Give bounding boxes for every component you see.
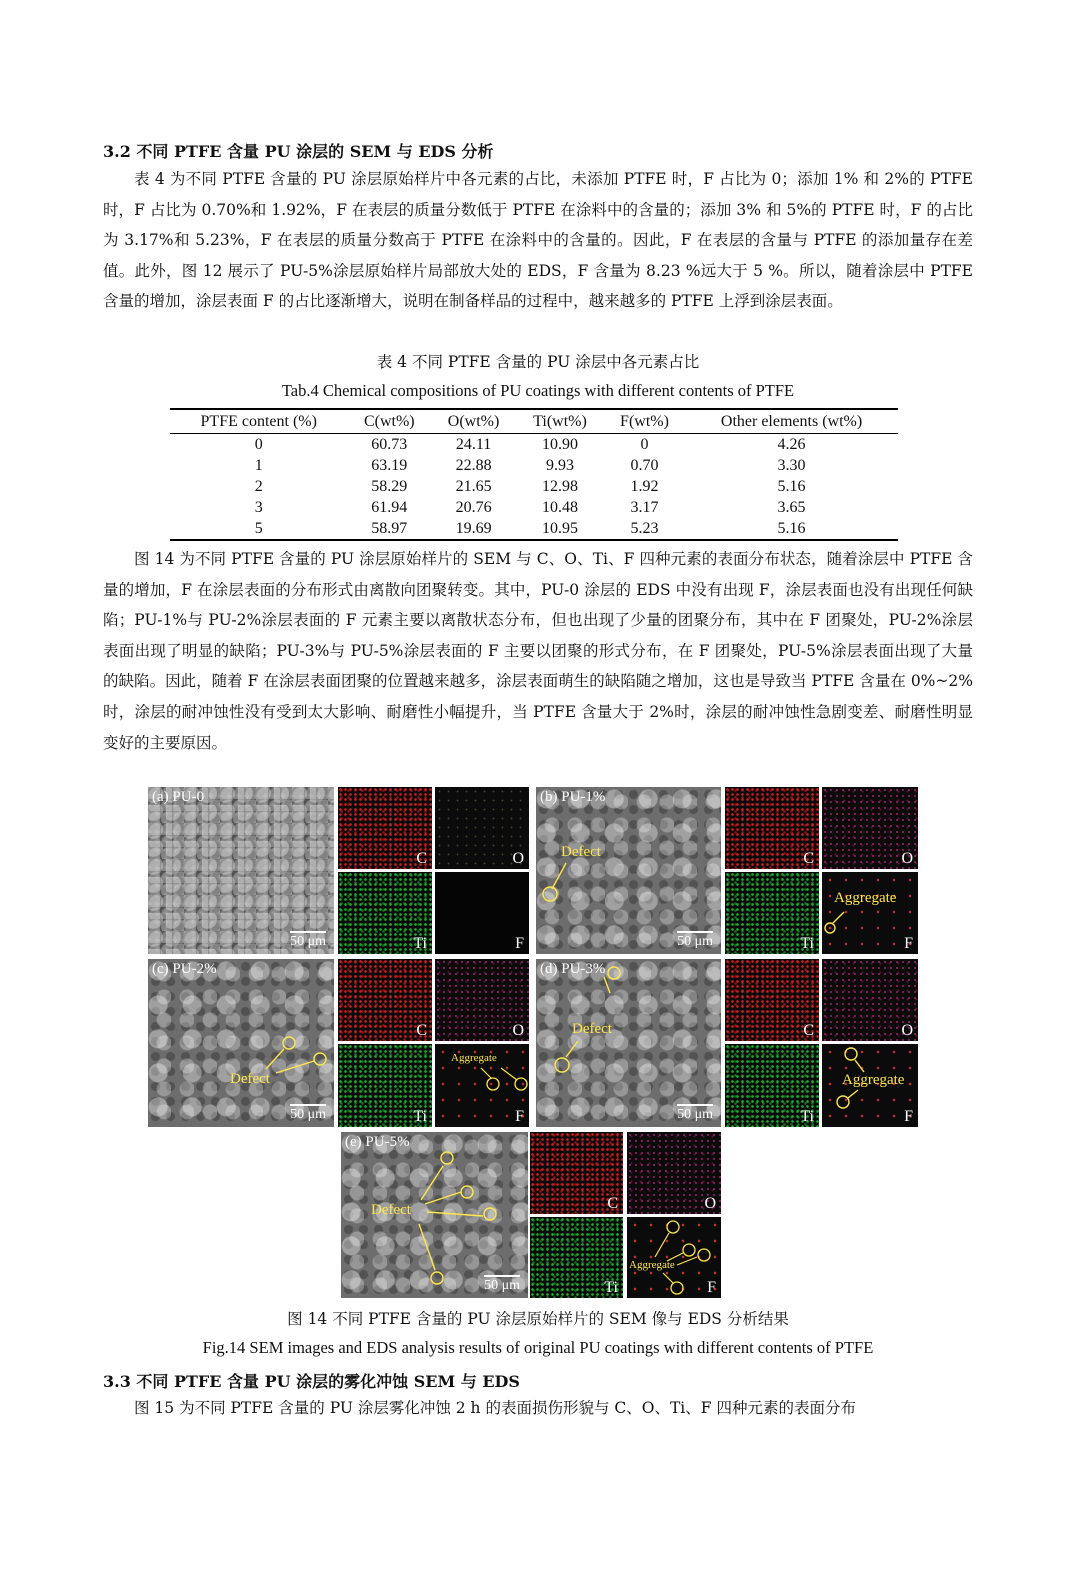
sem-image-pu-1 (536, 787, 721, 954)
panel-label-a: (a) PU-0 (152, 789, 205, 805)
eds-map-f-pu-5 (627, 1217, 721, 1298)
table-cell: 3.17 (630, 499, 659, 516)
defect-label: Defect (230, 1071, 270, 1087)
table-cell: 10.95 (516, 518, 604, 540)
table-cell: 58.29 (371, 478, 408, 495)
section-3-3-paragraph-1 (103, 1393, 973, 1424)
element-label: F (707, 1279, 716, 1296)
eds-map-o-pu-3 (822, 959, 918, 1041)
scale-bar: 50 μm (484, 1278, 520, 1293)
eds-map-c-pu-1 (725, 787, 819, 869)
element-label: C (803, 850, 814, 867)
column-header: Other elements (wt%) (685, 409, 898, 434)
column-header: O(wt%) (431, 409, 516, 434)
element-label: O (704, 1195, 716, 1212)
eds-map-o-pu-0 (435, 787, 529, 869)
element-label: Ti (800, 935, 814, 952)
table-cell: 5.16 (685, 518, 898, 540)
table-cell: 22.88 (455, 457, 492, 474)
table-cell: 20.76 (455, 499, 492, 516)
section-heading-3-3: 3.3 不同 PTFE 含量 PU 涂层的雾化冲蚀 SEM 与 EDS (103, 1372, 520, 1391)
panel-label-b: (b) PU-1% (540, 789, 606, 805)
eds-map-o-pu-2 (435, 959, 529, 1041)
annotation-overlay (148, 959, 334, 1127)
eds-map-ti-pu-5 (530, 1217, 623, 1298)
table-4 (170, 408, 898, 541)
sem-image-pu-3 (536, 959, 721, 1127)
paragraph-text: 表 4 为不同 PTFE 含量的 PU 涂层原始样片中各元素的占比，未添加 PTFE 时，F 占比为 0；添加 1% 和 2%的 PTFE 时，F 占比为 0.70%和 1.92%，F 在表层的质量分数低于 PTFE 在涂料中的含量的；添加 3% 和 5%的 PTFE 时，F 的占比为 3.17%和 5.23%，F 在表层的质量分数高于 PTFE 在涂料中的含量的。因此，F 在表层的含量与 PTFE 的添加量存在差值。此外，图 12 展示了 PU-5%涂层原始样片局部放大处的 EDS，F 含量为 8.23 %远大于 5 %。所以，随着涂层中 PTFE 含量的增加，涂层表面 F 的占比逐渐增大，说明在制备样品的过程中，越来越多的 PTFE 上浮到涂层表面。 (103, 170, 973, 311)
element-label: F (904, 935, 913, 952)
table-4-caption-cn: 表 4 不同 PTFE 含量的 PU 涂层中各元素占比 (376, 353, 700, 371)
table-row (170, 455, 898, 476)
table-cell: 12.98 (541, 478, 578, 495)
element-label: F (515, 1108, 524, 1125)
element-label: O (512, 850, 524, 867)
table-cell: 0 (640, 436, 649, 453)
table-cell: 10.90 (541, 436, 578, 453)
annotation-overlay (536, 959, 721, 1127)
annotation-overlay (536, 787, 721, 954)
column-header: PTFE content (%) (170, 409, 347, 434)
element-label: Ti (413, 935, 427, 952)
column-header: Ti(wt%) (516, 409, 604, 434)
table-cell: 10.48 (541, 499, 578, 516)
sem-image-pu-0 (148, 787, 334, 954)
paragraph-text: 图 15 为不同 PTFE 含量的 PU 涂层雾化冲蚀 2 h 的表面损伤形貌与 C、O、Ti、F 四种元素的表面分布 (134, 1399, 856, 1417)
eds-map-o-pu-1 (822, 787, 918, 869)
scale-bar: 50 μm (677, 934, 713, 949)
table-row (170, 476, 898, 497)
element-label: O (901, 850, 913, 867)
aggregate-label: Aggregate (842, 1072, 905, 1088)
eds-map-ti-pu-1 (725, 872, 819, 954)
aggregate-label: Aggregate (834, 890, 897, 906)
table-row (170, 497, 898, 518)
table-4-caption-en: Tab.4 Chemical compositions of PU coatings with different contents of PTFE (281, 381, 795, 400)
eds-map-c-pu-0 (338, 787, 432, 869)
scale-bar: 50 μm (290, 934, 326, 949)
panel-label-d: (d) PU-3% (540, 961, 606, 977)
table-cell: 61.94 (371, 499, 408, 516)
sem-image-pu-5 (341, 1132, 528, 1298)
table-cell: 58.97 (347, 518, 431, 540)
eds-map-f-pu-1 (822, 872, 918, 954)
eds-map-f-pu-2 (435, 1044, 529, 1127)
eds-map-f-pu-0 (435, 872, 529, 954)
annotation-overlay (341, 1132, 528, 1298)
element-label: C (607, 1195, 618, 1212)
table-cell: 63.19 (371, 457, 408, 474)
panel-label-c: (c) PU-2% (152, 961, 217, 977)
eds-map-ti-pu-3 (725, 1044, 819, 1127)
eds-map-ti-pu-0 (338, 872, 432, 954)
element-label: F (904, 1108, 913, 1125)
eds-map-o-pu-5 (627, 1132, 721, 1214)
table-cell: 5.23 (604, 518, 685, 540)
table-cell: 3.30 (777, 457, 806, 474)
table-cell: 3 (254, 499, 263, 516)
figure-14-caption-cn: 图 14 不同 PTFE 含量的 PU 涂层原始样片的 SEM 像与 EDS 分析结果 (287, 1310, 789, 1328)
element-label: C (416, 850, 427, 867)
column-header: F(wt%) (604, 409, 685, 434)
paragraph-text: 图 14 为不同 PTFE 含量的 PU 涂层原始样片的 SEM 与 C、O、Ti、F 四种元素的表面分布状态，随着涂层中 PTFE 含量的增加，F 在涂层表面的分布形式由离散向团聚转变。其中，PU-0 涂层的 EDS 中没有出现 F，涂层表面也没有出现任何缺陷；PU-1%与 PU-2%涂层表面的 F 元素主要以离散状态分布，但也出现了少量的团聚分布，其中在 F 团聚处，PU-2%涂层表面出现了明显的缺陷；PU-3%与 PU-5%涂层表面的 F 主要以团聚的形式分布，在 F 团聚处，PU-5%涂层表面出现了大量的缺陷。因此，随着 F 在涂层表面团聚的位置越来越多，涂层表面萌生的缺陷随之增加，这也是导致当 PTFE 含量在 0%~2%时，涂层的耐冲蚀性没有受到太大影响、耐磨性小幅提升，当 PTFE 含量大于 2%时，涂层的耐冲蚀性急剧变差、耐磨性明显变好的主要原因。 (103, 550, 973, 752)
column-header: C(wt%) (347, 409, 431, 434)
sem-image-pu-2 (148, 959, 334, 1127)
scale-bar: 50 μm (290, 1107, 326, 1122)
panel-label-e: (e) PU-5% (345, 1134, 410, 1150)
element-label: Ti (800, 1108, 814, 1125)
table-cell: 19.69 (431, 518, 516, 540)
table-row (170, 434, 898, 456)
eds-map-c-pu-3 (725, 959, 819, 1041)
element-label: O (901, 1022, 913, 1039)
element-label: C (803, 1022, 814, 1039)
table-header-row (170, 409, 898, 434)
element-label: C (416, 1022, 427, 1039)
aggregate-label: Aggregate (451, 1052, 497, 1064)
table-cell: 24.11 (455, 436, 492, 453)
aggregate-label: Aggregate (629, 1259, 675, 1271)
table-cell: 9.93 (545, 457, 574, 474)
table-row (170, 518, 898, 540)
defect-label: Defect (371, 1202, 411, 1218)
element-label: Ti (604, 1279, 618, 1296)
table-cell: 3.65 (777, 499, 806, 516)
table-cell: 5.16 (777, 478, 806, 495)
table-cell: 4.26 (777, 436, 806, 453)
table-cell: 1.92 (630, 478, 659, 495)
table-cell: 2 (254, 478, 263, 495)
table-cell: 0 (254, 436, 263, 453)
scale-bar: 50 μm (677, 1107, 713, 1122)
table-cell: 0.70 (630, 457, 659, 474)
defect-label: Defect (572, 1021, 612, 1037)
figure-14-caption-en: Fig.14 SEM images and EDS analysis results of original PU coatings with different contents of PTFE (202, 1338, 874, 1357)
eds-map-f-pu-3 (822, 1044, 918, 1127)
table-cell: 60.73 (371, 436, 408, 453)
table-cell: 5 (170, 518, 347, 540)
section-3-2-paragraph-2 (103, 544, 973, 758)
section-heading-3-2: 3.2 不同 PTFE 含量 PU 涂层的 SEM 与 EDS 分析 (103, 142, 494, 161)
element-label: F (515, 935, 524, 952)
element-label: O (512, 1022, 524, 1039)
table-cell: 21.65 (455, 478, 492, 495)
table-cell: 1 (254, 457, 263, 474)
defect-label: Defect (561, 844, 601, 860)
eds-map-c-pu-2 (338, 959, 432, 1041)
section-3-2-paragraph-1 (103, 164, 973, 317)
element-label: Ti (413, 1108, 427, 1125)
eds-map-c-pu-5 (530, 1132, 623, 1214)
eds-map-ti-pu-2 (338, 1044, 432, 1127)
